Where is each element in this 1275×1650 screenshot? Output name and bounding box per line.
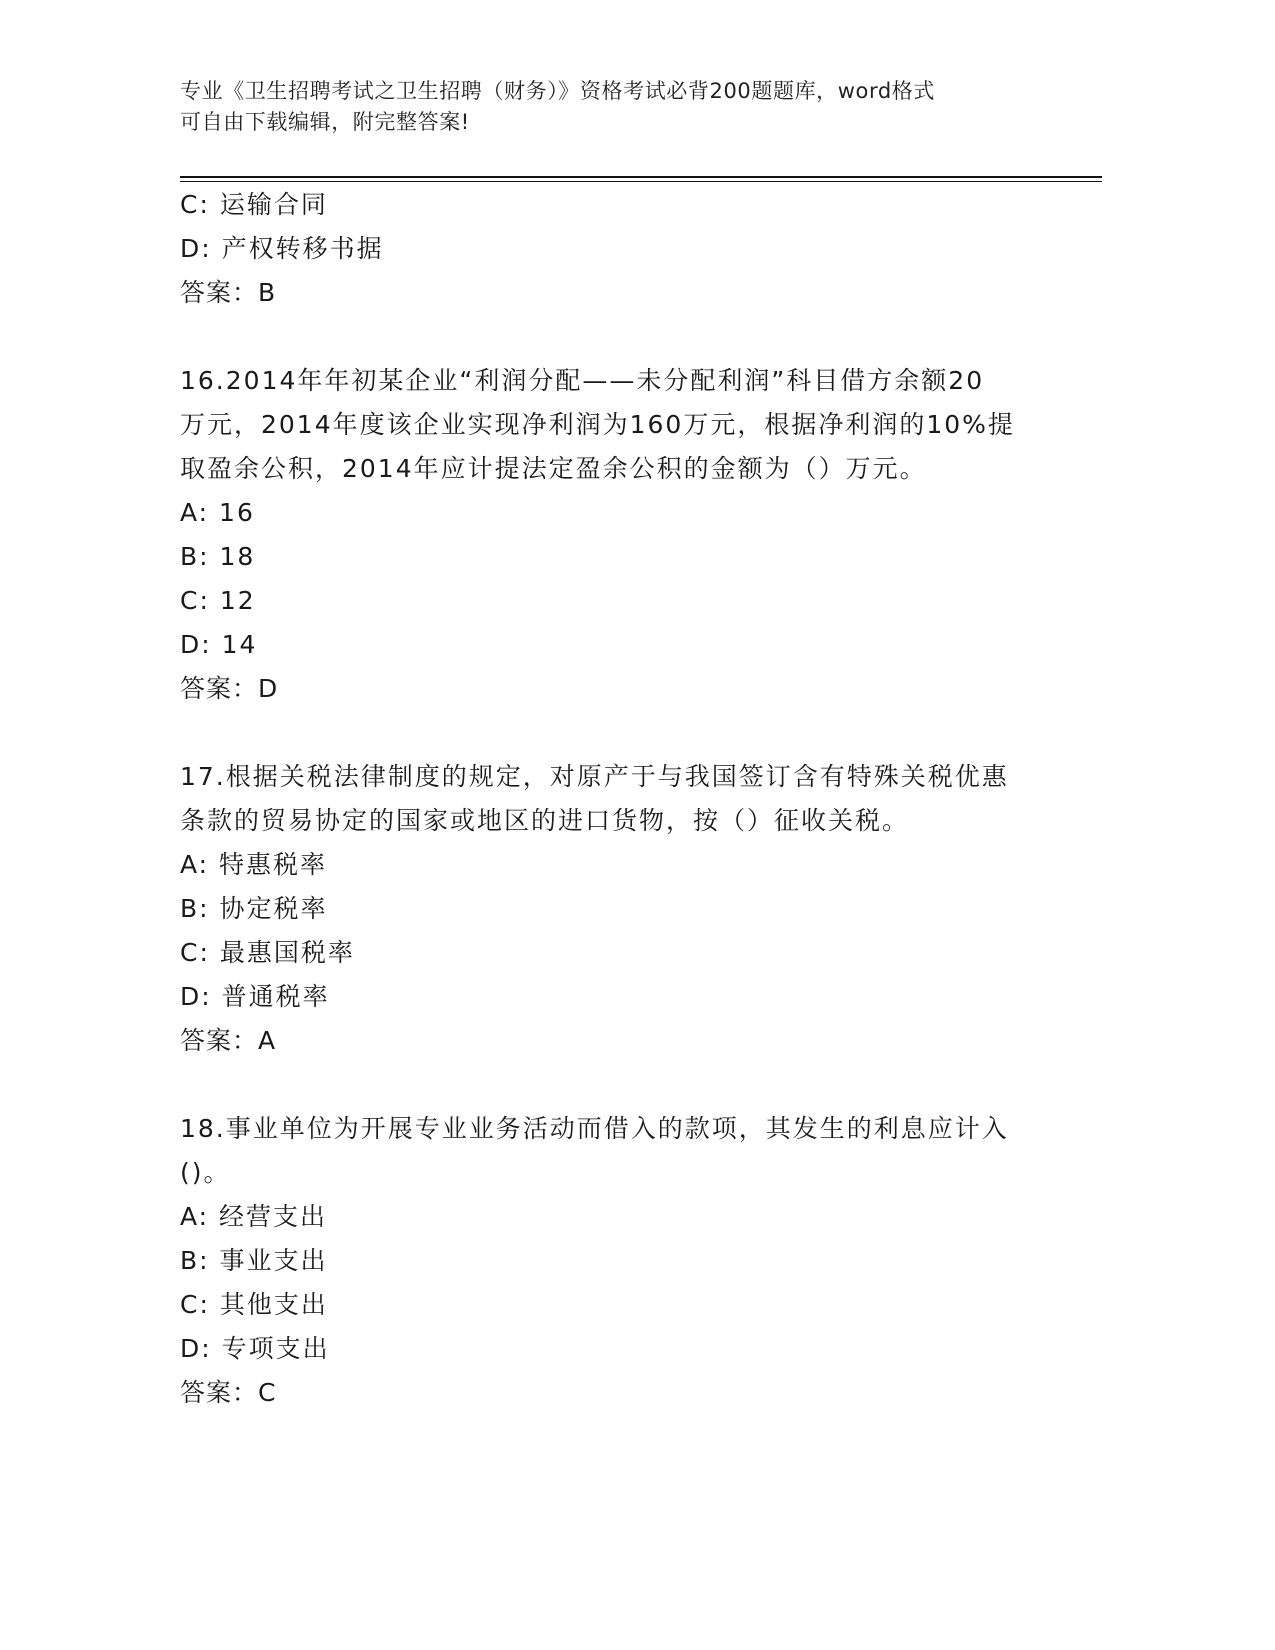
question-text-line: 条款的贸易协定的国家或地区的进口货物，按（）征收关税。	[180, 806, 910, 835]
question-text-line: ()。	[180, 1158, 231, 1187]
option-d: D: 14	[180, 630, 258, 659]
header-divider-thin	[180, 181, 1102, 182]
previous-question-tail	[180, 183, 1040, 315]
option-b: B: 事业支出	[180, 1246, 328, 1275]
document-header	[180, 76, 1040, 138]
option-d: D: 产权转移书据	[180, 234, 384, 263]
header-divider-thick	[180, 176, 1102, 178]
answer: 答案：B	[180, 278, 277, 307]
question-text-line: 取盈余公积，2014年应计提法定盈余公积的金额为（）万元。	[180, 454, 927, 483]
header-line-2: 可自由下载编辑，附完整答案!	[180, 110, 470, 134]
option-c: C: 运输合同	[180, 190, 328, 219]
question-text-line: 18.事业单位为开展专业业务活动而借入的款项，其发生的利息应计入	[180, 1114, 1009, 1143]
question-16	[180, 359, 1040, 711]
question-18	[180, 1107, 1040, 1415]
option-d: D: 专项支出	[180, 1334, 330, 1363]
option-a: A: 特惠税率	[180, 850, 328, 879]
question-text-line: 17.根据关税法律制度的规定，对原产于与我国签订含有特殊关税优惠	[180, 762, 1009, 791]
option-c: C: 最惠国税率	[180, 938, 355, 967]
document-body	[180, 183, 1040, 1415]
answer: 答案：D	[180, 674, 279, 703]
answer: 答案：C	[180, 1378, 277, 1407]
option-d: D: 普通税率	[180, 982, 330, 1011]
option-c: C: 其他支出	[180, 1290, 328, 1319]
option-b: B: 协定税率	[180, 894, 328, 923]
header-line-1: 专业《卫生招聘考试之卫生招聘（财务）》资格考试必背200题题库，word格式	[180, 79, 935, 103]
option-c: C: 12	[180, 586, 256, 615]
question-text-line: 万元，2014年度该企业实现净利润为160万元，根据净利润的10%提	[180, 410, 1015, 439]
option-a: A: 16	[180, 498, 255, 527]
option-a: A: 经营支出	[180, 1202, 328, 1231]
option-b: B: 18	[180, 542, 256, 571]
question-17	[180, 755, 1040, 1063]
answer: 答案：A	[180, 1026, 277, 1055]
question-text-line: 16.2014年年初某企业“利润分配——未分配利润”科目借方余额20	[180, 366, 985, 395]
